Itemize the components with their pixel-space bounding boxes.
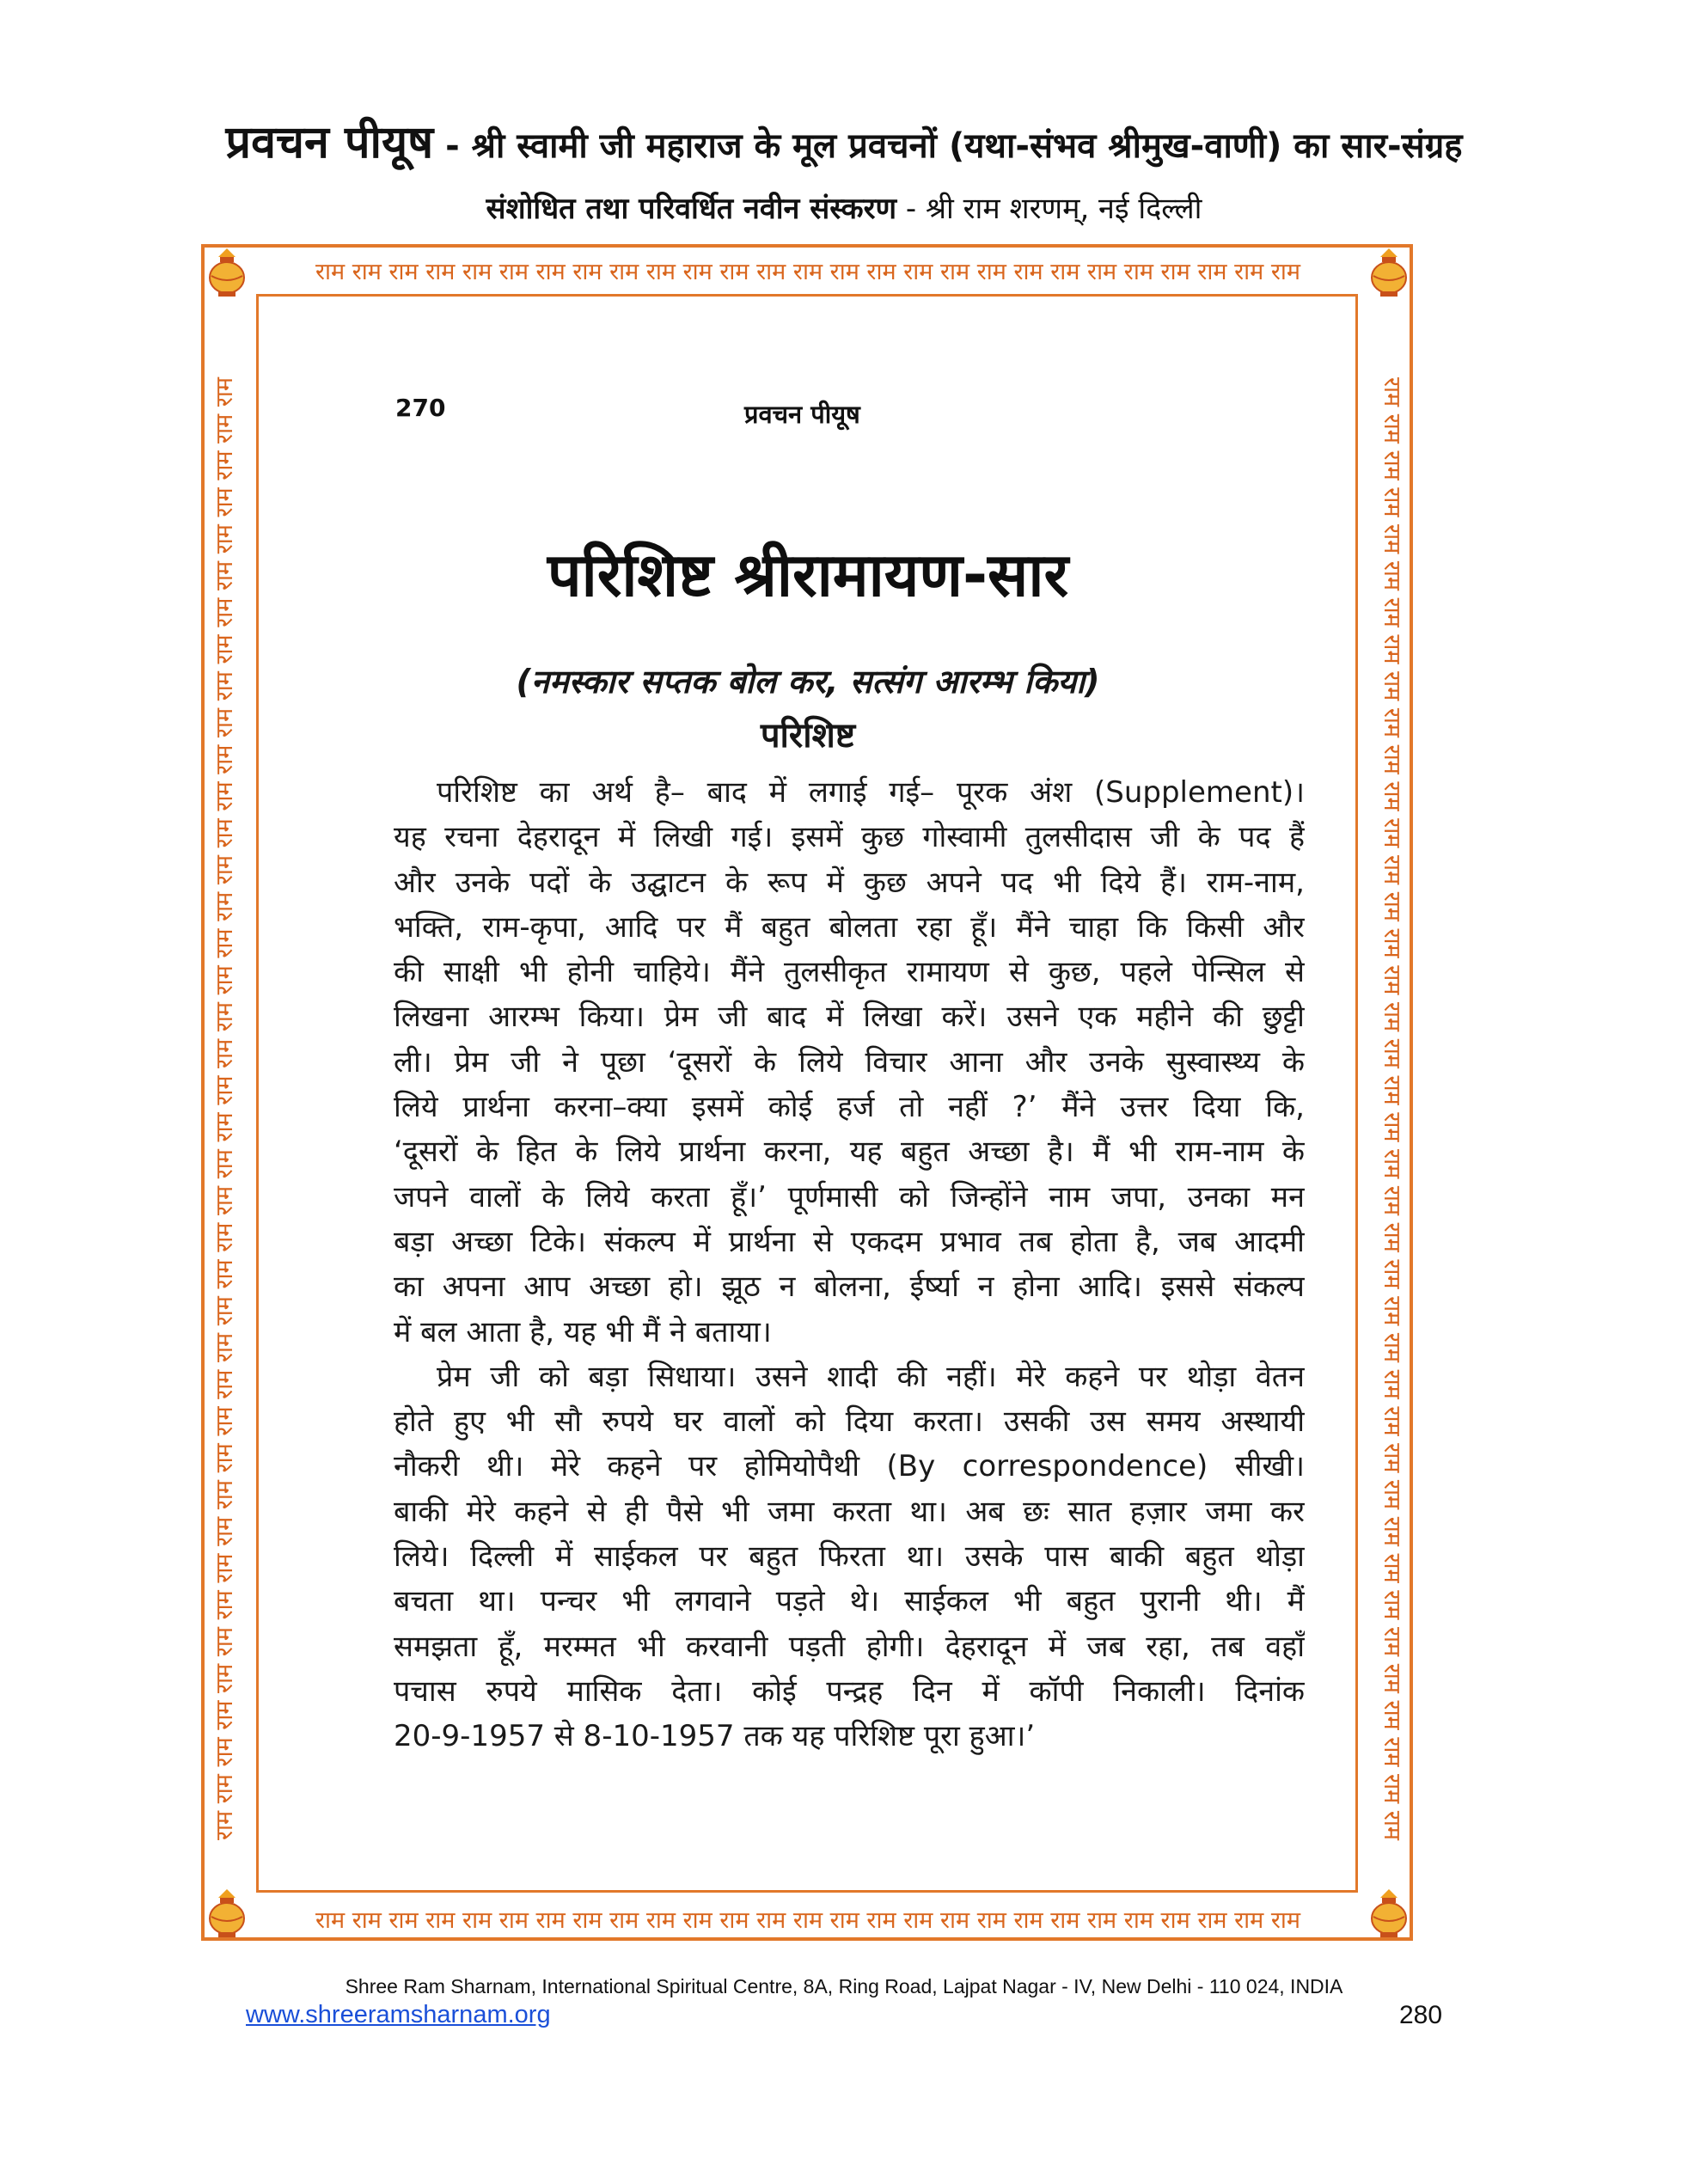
header-title-rest: - श्री स्वामी जी महाराज के मूल प्रवचनों (यथा-संभव श्रीमुख-वाणी) का सार-संग्रह: [433, 126, 1463, 166]
header-title-main: प्रवचन पीयूष: [225, 117, 434, 168]
border-band-left: राम राम राम राम राम राम राम राम राम राम राम राम राम राम राम राम राम राम राम राम राम राम राम राम राम राम राम राम राम राम राम राम राम राम राम राम राम राम राम राम: [211, 377, 238, 1840]
kalash-icon: [203, 247, 251, 298]
footer-address: Shree Ram Sharnam, International Spiritual Centre, 8A, Ring Road, Lajpat Nagar - IV, New Delhi - 110 024, INDIA: [345, 1975, 1343, 1997]
text-line: पचास रुपये मासिक देता। कोई पन्द्रह दिन में कॉपी निकाली। दिनांक: [394, 1673, 1305, 1709]
edition-bold: संशोधित तथा परिवर्धित नवीन संस्करण: [486, 192, 897, 226]
border-band-bottom: राम राम राम राम राम राम राम राम राम राम राम राम राम राम राम राम राम राम राम राम राम राम राम राम राम राम राम: [315, 1907, 1301, 1934]
text-line: में बल आता है, यह भी मैं ने बताया।: [394, 1314, 772, 1349]
text-line: बड़ा अच्छा टिके। संकल्प में प्रार्थना से एकदम प्रभाव तब होता है, जब आदमी: [394, 1224, 1305, 1259]
text-line: लिये। दिल्ली में साईकल पर बहुत फिरता था। उसके पास बाकी बहुत थोड़ा: [394, 1539, 1305, 1575]
kalash-icon: [203, 1887, 251, 1939]
document-header-title: [0, 110, 1688, 171]
kalash-icon: [1365, 247, 1413, 298]
text-line: भक्ति, राम-कृपा, आदि पर मैं बहुत बोलता रहा हूँ। मैंने चाहा कि किसी और: [394, 909, 1305, 945]
text-line: और उनके पदों के उद्घाटन के रूप में कुछ अपने पद भी दिये हैं। राम-नाम,: [394, 865, 1305, 900]
section-heading: परिशिष्ट: [760, 716, 856, 756]
book-page-number: 270: [395, 394, 446, 422]
text-line: लिखना आरम्भ किया। प्रेम जी बाद में लिखा करें। उसने एक महीने की छुट्टी: [394, 1000, 1305, 1035]
text-line: परिशिष्ट का अर्थ है– बाद में लगाई गई– पूरक अंश (Supplement)।: [437, 775, 1305, 810]
text-line: जपने वालों के लिये करता हूँ।’ पूर्णमासी को जिन्होंने नाम जपा, उनका मन: [394, 1179, 1305, 1214]
footer-page-number: 280: [1399, 2001, 1443, 2029]
text-line: की साक्षी भी होनी चाहिये। मैंने तुलसीकृत रामायण से कुछ, पहले पेन्सिल से: [394, 955, 1305, 990]
website-link[interactable]: www.shreeramsharnam.org: [246, 2001, 551, 2028]
text-line: यह रचना देहरादून में लिखी गई। इसमें कुछ गोस्वामी तुलसीदास जी के पद हैं: [394, 820, 1305, 855]
edition-rest: - श्री राम शरणम्, नई दिल्ली: [896, 192, 1202, 226]
document-header-edition: [0, 187, 1688, 227]
text-line: समझता हूँ, मरम्मत भी करवानी पड़ती होगी। देहरादून में जब रहा, तब वहाँ: [394, 1629, 1305, 1664]
border-band-right: राम राम राम राम राम राम राम राम राम राम राम राम राम राम राम राम राम राम राम राम राम राम राम राम राम राम राम राम राम राम राम राम राम राम राम राम राम राम राम राम: [1379, 377, 1405, 1840]
text-line: बाकी मेरे कहने से ही पैसे भी जमा करता था। अब छः सात हज़ार जमा कर: [394, 1494, 1305, 1529]
text-line: ‘दूसरों के हित के लिये प्रार्थना करना, यह बहुत अच्छा है। मैं भी राम-नाम के: [394, 1135, 1305, 1170]
text-line: नौकरी थी। मेरे कहने पर होमियोपैथी (By correspondence) सीखी।: [394, 1449, 1305, 1484]
text-line: का अपना आप अच्छा हो। झूठ न बोलना, ईर्ष्या न होना आदि। इससे संकल्प: [394, 1269, 1305, 1305]
chapter-subtitle: (नमस्कार सप्तक बोल कर, सत्संग आरम्भ किया): [516, 663, 1100, 700]
body-text: [394, 770, 1305, 1759]
text-line: प्रेम जी को बड़ा सिधाया। उसने शादी की नहीं। मेरे कहने पर थोड़ा वेतन: [437, 1359, 1305, 1394]
text-line: होते हुए भी सौ रुपये घर वालों को दिया करता। उसकी उस समय अस्थायी: [394, 1404, 1305, 1440]
running-title: प्रवचन पीयूष: [744, 400, 860, 429]
text-line: 20-9-1957 से 8-10-1957 तक यह परिशिष्ट पूरा हुआ।’: [394, 1719, 1036, 1754]
chapter-title: परिशिष्ट श्रीरामायण-सार: [547, 540, 1069, 610]
text-line: लिये प्रार्थना करना–क्या इसमें कोई हर्ज तो नहीं ?’ मैंने उत्तर दिया कि,: [394, 1090, 1305, 1125]
kalash-icon: [1365, 1887, 1413, 1939]
border-band-top: राम राम राम राम राम राम राम राम राम राम राम राम राम राम राम राम राम राम राम राम राम राम राम राम राम राम राम: [315, 259, 1301, 285]
text-line: बचता था। पन्चर भी लगवाने पड़ते थे। साईकल भी बहुत पुरानी थी। मैं: [394, 1584, 1305, 1619]
text-line: ली। प्रेम जी ने पूछा ‘दूसरों के लिये विचार आना और उनके सुस्वास्थ्य के: [394, 1044, 1305, 1080]
